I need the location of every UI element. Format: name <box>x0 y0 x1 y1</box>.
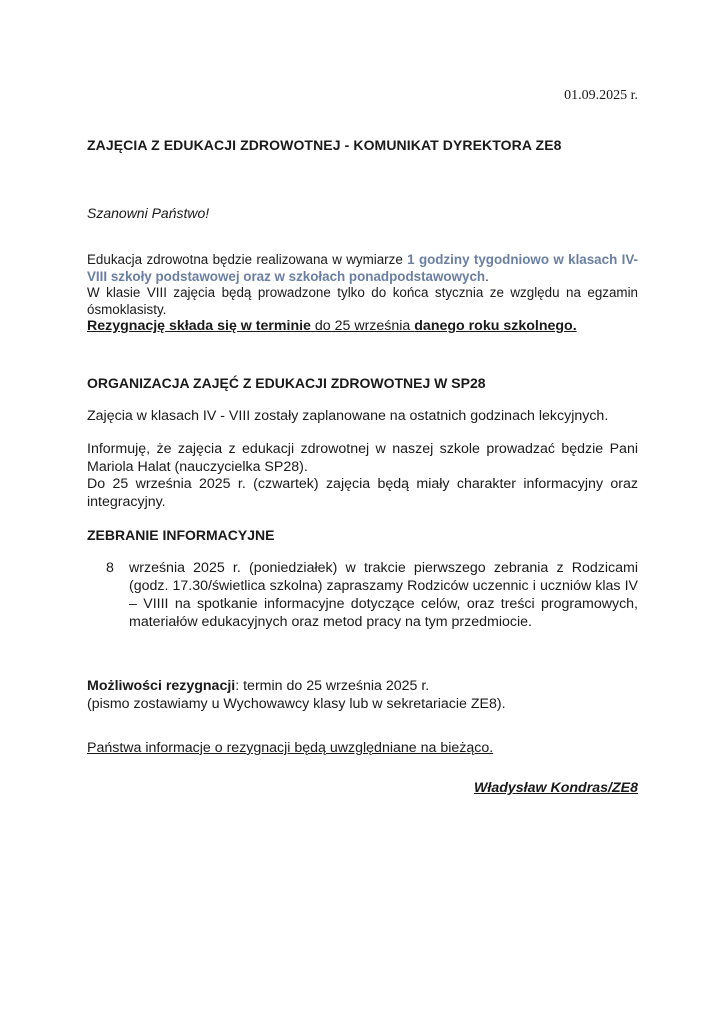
meeting-description: września 2025 r. (poniedziałek) w trakcie pierwszego zebrania z Rodzicami (godz. 17.30/świetlica szkolna) zapraszamy Rodziców uczennic i uczniów klas IV – VIIII na spotkanie informacyjne dotyczące celów, oraz treści programowych, materiałów edukacyjnych oraz metod pracy na tym przedmiocie. <box>129 560 638 630</box>
organization-schedule: Zajęcia w klasach IV - VIII zostały zaplanowane na ostatnich godzinach lekcyjnych. <box>87 408 609 424</box>
meeting-list-item <box>106 559 638 631</box>
intro-line1-prefix: Edukacja zdrowotna będzie realizowana w wymiarze <box>87 252 408 267</box>
signature: Władysław Kondras/ZE8 <box>474 780 638 796</box>
resignation-mid: do 25 września <box>310 318 415 334</box>
intro-line1-suffix: . <box>485 268 489 284</box>
meeting-heading: ZEBRANIE INFORMACYJNE <box>87 527 275 543</box>
greeting: Szanowni Państwo! <box>87 205 210 221</box>
footer-note-section <box>87 740 638 758</box>
intro-highlight: 1 godziny tygodniowo w klasach IV-VIII szkoły podstawowej oraz w szkołach ponadpodstawowych <box>87 252 638 284</box>
organization-integration: Do 25 września 2025 r. (czwartek) zajęcia będą miały charakter informacyjny oraz integracyjny. <box>87 476 638 510</box>
resignation-bold-1: Rezygnację składa się w terminie <box>87 318 311 334</box>
resignation-section <box>87 678 638 713</box>
organization-para-2 <box>87 441 638 511</box>
footer-note: Państwa informacje o rezygnacji będą uwzględniane na bieżąco. <box>87 740 494 756</box>
intro-section <box>87 252 638 335</box>
resignation-bold-2: danego roku szkolnego. <box>414 318 577 334</box>
resignation-deadline: : termin do 25 września 2025 r. <box>235 678 430 694</box>
resignation-note: (pismo zostawiamy u Wychowawcy klasy lub w sekretariacie ZE8). <box>87 695 506 712</box>
meeting-list-number: 8 <box>106 560 114 576</box>
organization-heading: ORGANIZACJA ZAJĘĆ Z EDUKACJI ZDROWOTNEJ W SP28 <box>87 375 486 391</box>
document-date: 01.09.2025 r. <box>564 88 638 103</box>
resignation-label: Możliwości rezygnacji <box>87 678 236 694</box>
intro-resignation-deadline <box>87 318 638 335</box>
intro-paragraph <box>87 252 638 285</box>
organization-para-1 <box>87 408 638 426</box>
intro-grade8-note: W klasie VIII zajęcia będą prowadzone tylko do końca stycznia ze względu na egzamin ósmoklasisty. <box>87 285 638 317</box>
resignation-line <box>87 678 638 696</box>
document-title: ZAJĘCIA Z EDUKACJI ZDROWOTNEJ - KOMUNIKAT DYREKTORA ZE8 <box>87 137 562 153</box>
organization-teacher: Informuję, że zajęcia z edukacji zdrowotnej w naszej szkole prowadzać będzie Pani Mariola Halat (nauczycielka SP28). <box>87 441 638 475</box>
